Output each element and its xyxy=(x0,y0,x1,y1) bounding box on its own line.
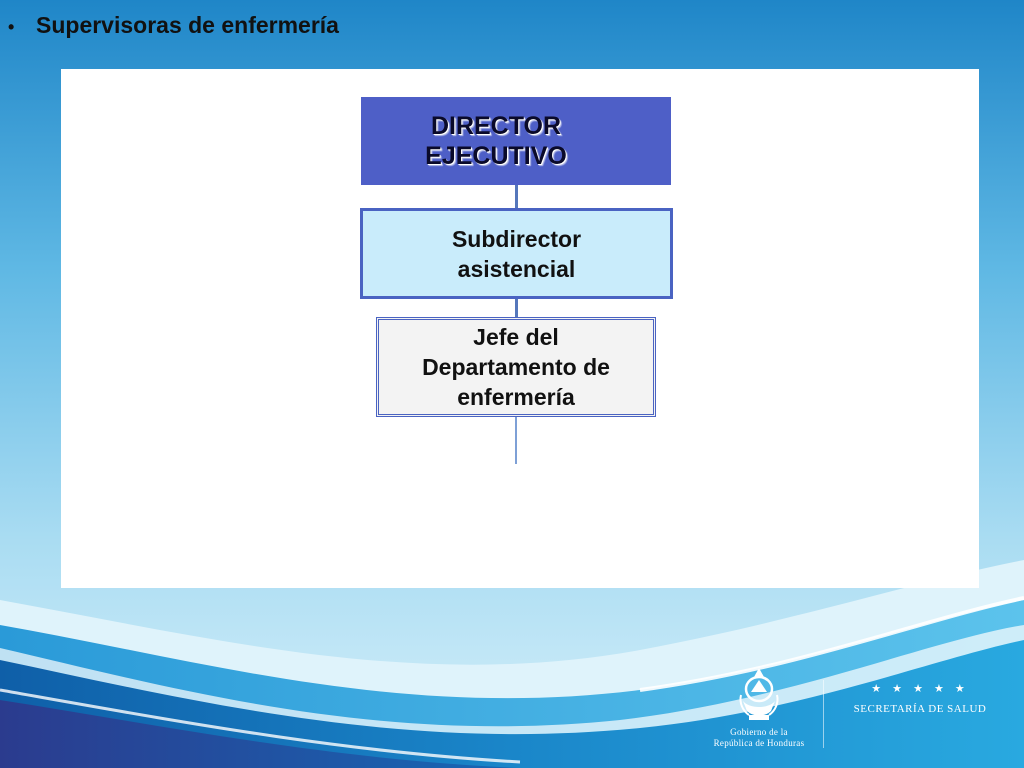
subdirector-title-line1: Subdirector xyxy=(451,225,582,252)
jefe-box xyxy=(376,317,656,417)
government-line2: República de Honduras xyxy=(713,738,805,748)
supervisoras-label: Supervisoras de enfermería xyxy=(36,12,339,38)
connector-director-sub xyxy=(515,185,518,208)
bullet-icon: • xyxy=(8,17,15,37)
secretaria-logo xyxy=(845,682,995,722)
stars-icon: ★ ★ ★ ★ ★ xyxy=(871,683,969,695)
director-title-line2: EJECUTIVO xyxy=(425,142,567,170)
subdirector-box xyxy=(360,208,673,299)
connector-jefe-supervisoras xyxy=(515,417,517,464)
bullet-item xyxy=(8,12,339,39)
subdirector-title-line2: asistencial xyxy=(457,255,576,282)
ministry-name: SECRETARÍA DE SALUD xyxy=(853,703,987,715)
government-logo xyxy=(700,665,818,750)
jefe-title-line1: Jefe del xyxy=(473,324,559,350)
jefe-title-line3: enfermería xyxy=(457,384,575,410)
connector-sub-jefe xyxy=(515,299,518,317)
logo-divider xyxy=(823,680,824,748)
director-box xyxy=(361,97,671,185)
honduras-emblem-icon xyxy=(737,665,781,723)
government-line1: Gobierno de la xyxy=(730,727,788,737)
director-title-line1: DIRECTOR xyxy=(430,112,562,140)
jefe-title-line2: Departamento de xyxy=(422,354,610,380)
